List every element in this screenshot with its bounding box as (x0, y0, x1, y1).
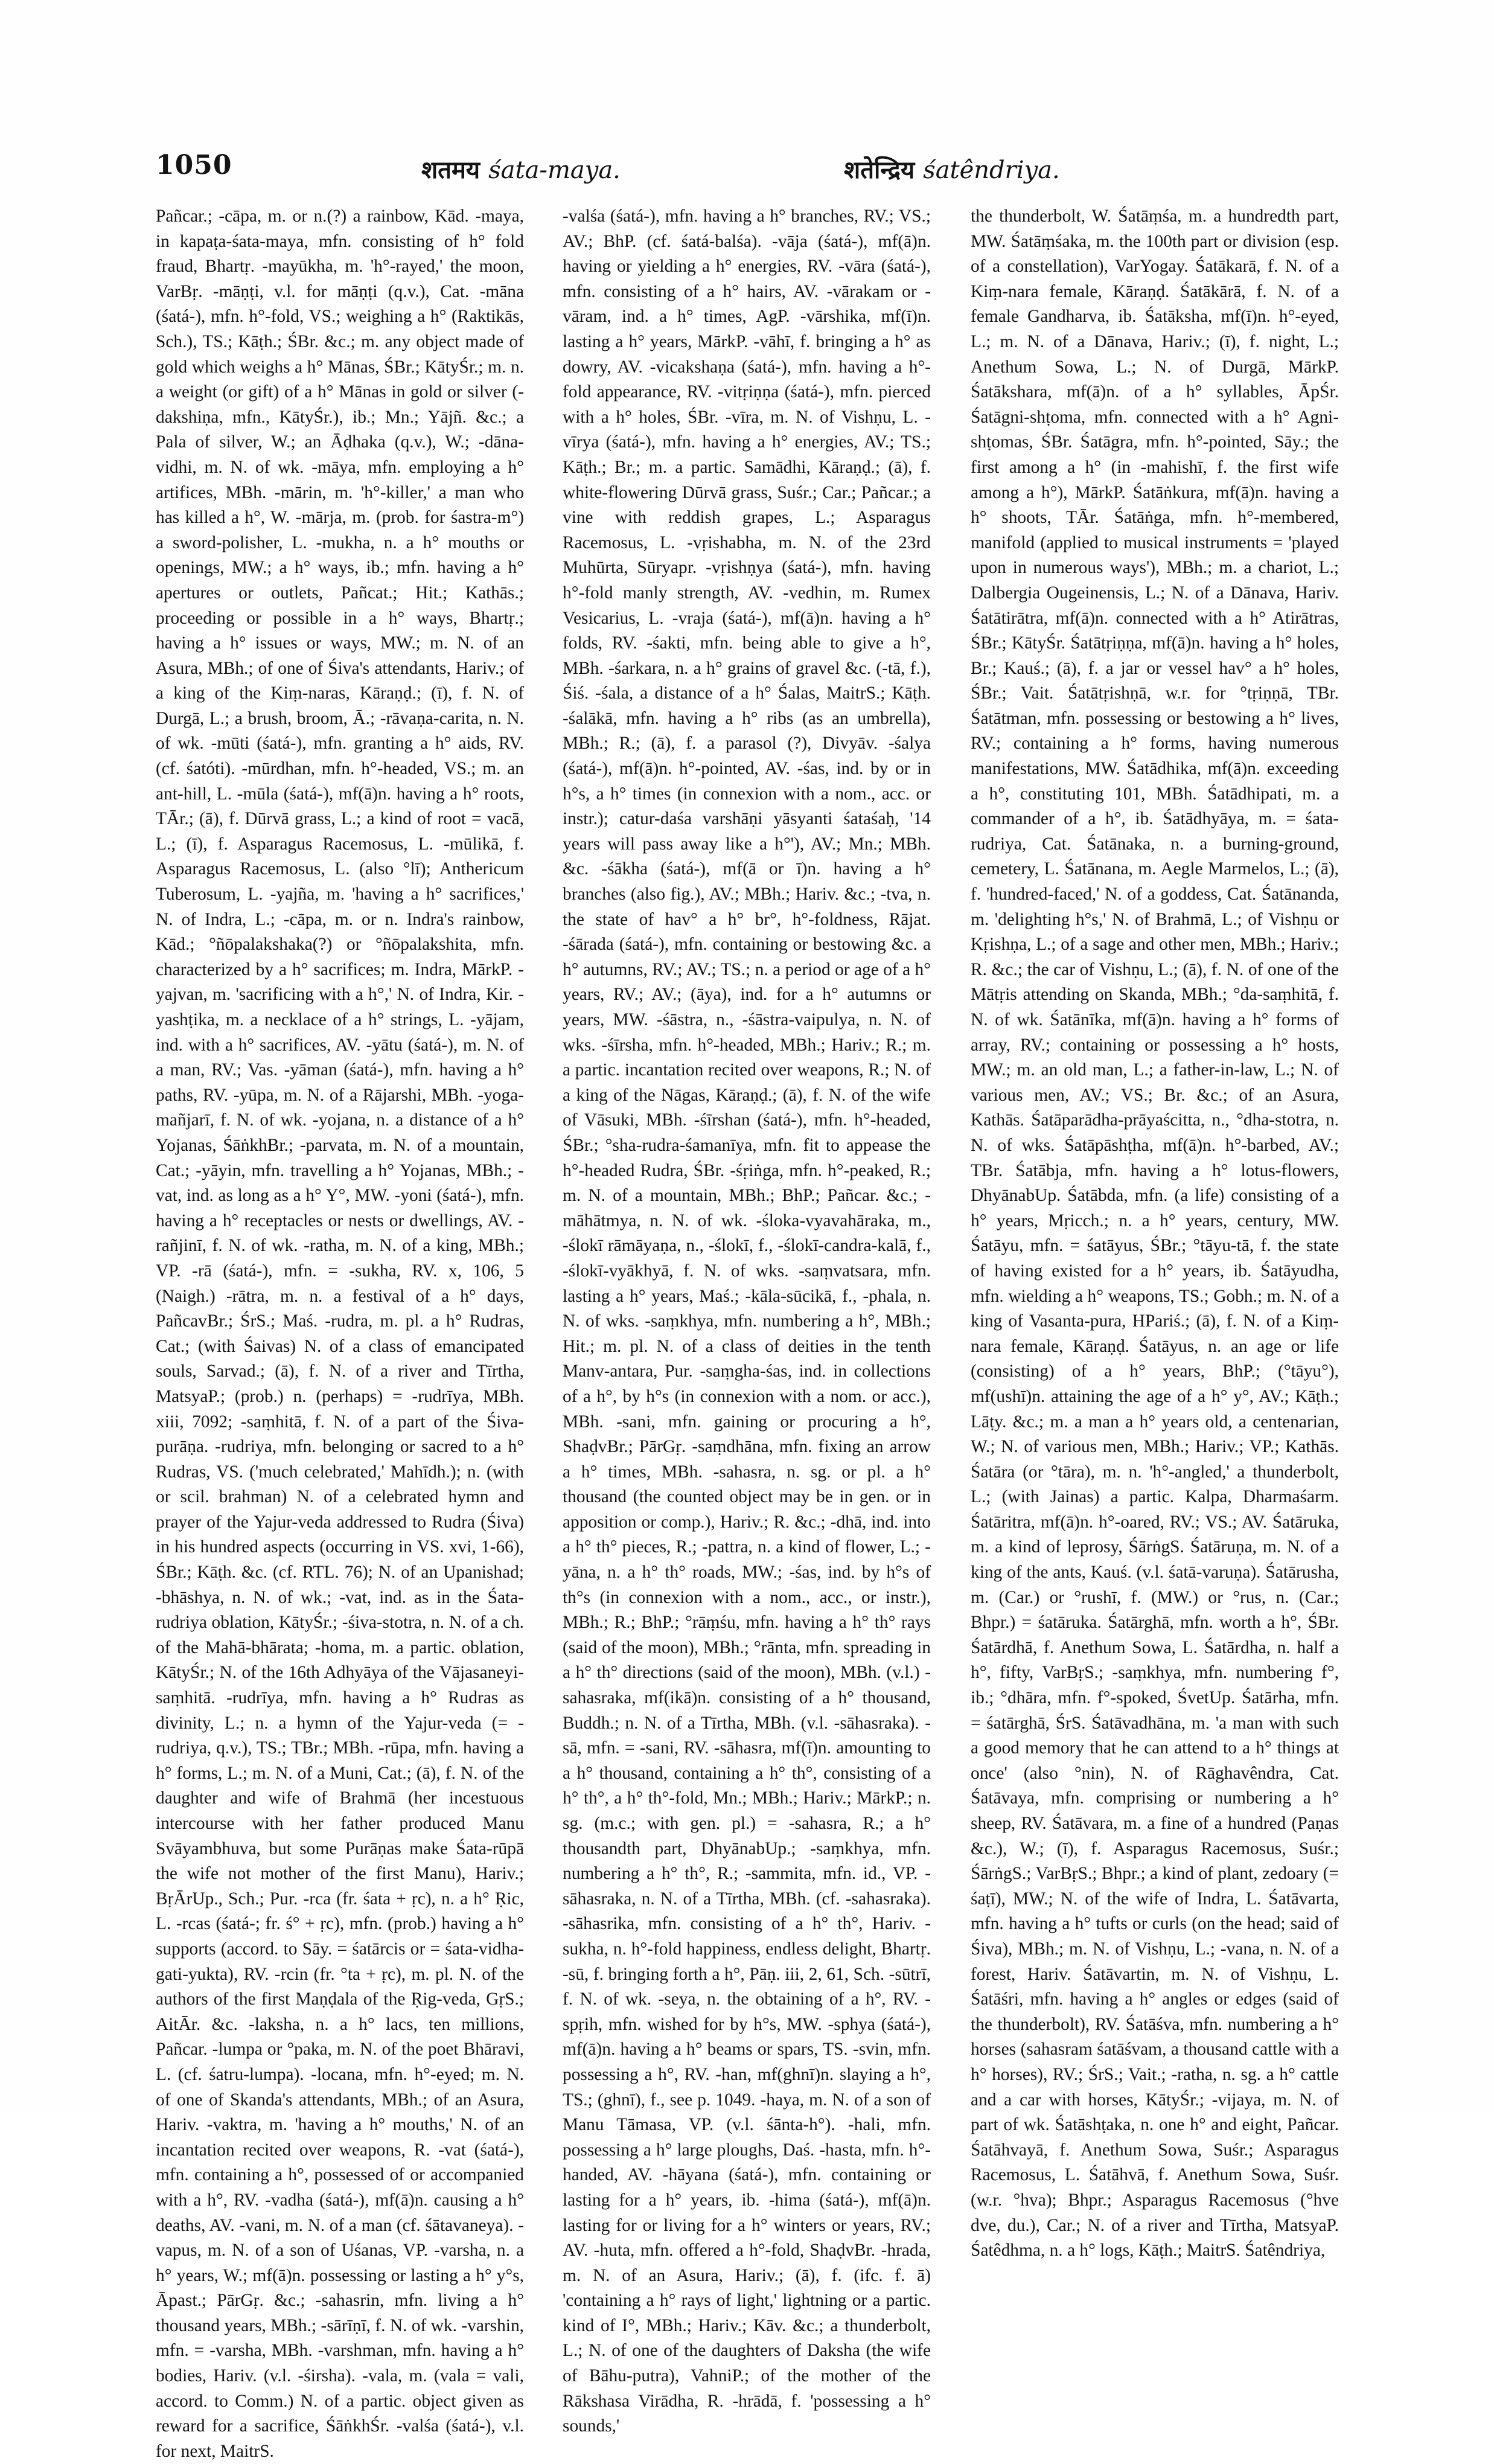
page-header (156, 150, 1369, 198)
right-devanagari-head: शतेन्द्रिय (844, 156, 915, 184)
column-1-text: Pañcar.; -cāpa, m. or n.(?) a rainbow, Kād. -maya, in kapaṭa-śata-maya, mfn. consisting of h° fold fraud, Bhartṛ. -mayūkha, m. 'h°-rayed,' the moon, VarBṛ. -māṇṭi, v.l. for māṇṭi (q.v.), Cat. -māna (śatá-), mfn. h°-fold, VS.; weighing a h° (Raktikās, Sch.), TS.; Kāṭh.; ŚBr. &c.; m. any object made of gold which weighs a h° Mānas, ŚBr.; KātyŚr.; m. n. a weight (or gift) of a h° Mānas in gold or silver (-dakshiṇa, mfn., KātyŚr.), ib.; Mn.; Yājñ. &c.; a Pala of silver, W.; an Āḍhaka (q.v.), W.; -dāna-vidhi, m. N. of wk. -māya, mfn. employing a h° artifices, MBh. -mārin, m. 'h°-killer,' a man who has killed a h°, W. -mārja, m. (prob. for śastra-m°) a sword-polisher, L. -mukha, n. a h° mouths or openings, MW.; a h° ways, ib.; mfn. having a h° apertures or outlets, Pañcat.; Hit.; Kathās.; proceeding or possible in a h° ways, Bhartṛ.; having a h° issues or ways, MW.; m. N. of an Asura, MBh.; of one of Śiva's attendants, Hariv.; of a king of the Kiṃ-naras, Kāraṇḍ.; (ī), f. N. of Durgā, L.; a brush, broom, Ā.; -rāvaṇa-carita, n. N. of wk. -mūti (śatá-), mfn. granting a h° aids, RV. (cf. śatóti). -mūrdhan, mfn. h°-headed, VS.; m. an ant-hill, L. -mūla (śatá-), mf(ā)n. having a h° roots, TĀr.; (ā), f. Dūrvā grass, L.; a kind of root = vacā, L.; (ī), f. Asparagus Racemosus, L. -mūlikā, f. Asparagus Racemosus, L. (also °lī); Anthericum Tuberosum, L. -yajña, m. 'having a h° sacrifices,' N. of Indra, L.; -cāpa, m. or n. Indra's rainbow, Kād.; °ñōpalakshaka(?) or °ñōpalakshita, mfn. characterized by a h° sacrifices; m. Indra, MārkP. -yajvan, m. 'sacrificing with a h°,' N. of Indra, Kir. -yashṭika, m. a necklace of a h° strings, L. -yājam, ind. with a h° sacrifices, AV. -yātu (śatá-), m. N. of a man, RV.; Vas. -yāman (śatá-), mfn. having a h° paths, RV. -yūpa, m. N. of a Rājarshi, MBh. -yoga-mañjarī, f. N. of wk. -yojana, n. a distance of a h° Yojanas, ŚāṅkhBr.; -parvata, m. N. of a mountain, Cat.; -yāyin, mfn. travelling a h° Yojanas, MBh.; -vat, ind. as long as a h° Y°, MW. -yoni (śatá-), mfn. having a h° receptacles or nests or dwellings, AV. -rañjinī, f. N. of wk. -ratha, m. N. of a king, MBh.; VP. -rā (śatá-), mfn. = -sukha, RV. x, 106, 5 (Naigh.) -rātra, m. n. a festival of a h° days, PañcavBr.; ŚrS.; Maś. -rudra, m. pl. a h° Rudras, Cat.; (with Śaivas) N. of a class of emancipated souls, Sarvad.; (ā), f. N. of a river and Tīrtha, MatsyaP.; (prob.) n. (perhaps) = -rudrīya, MBh. xiii, 7092; -saṃhitā, f. N. of a part of the Śiva-purāṇa. -rudriya, mfn. belonging or sacred to a h° Rudras, VS. ('much celebrated,' Mahīdh.); n. (with or scil. brahman) N. of a celebrated hymn and prayer of the Yajur-veda addressed to Rudra (Śiva) in his hundred aspects (occurring in VS. xvi, 1-66), ŚBr.; Kāṭh. &c. (cf. RTL. 76); N. of an Upanishad; -bhāshya, n. N. of wk.; -vat, ind. as in the Śata-rudriya oblation, KātyŚr.; -śiva-stotra, n. N. of a ch. of the Mahā-bhārata; -homa, m. a partic. oblation, KātyŚr.; N. of the 16th Adhyāya of the Vājasaneyi-saṃhitā. -rudrīya, mfn. having a h° Rudras as divinity, L.; n. a hymn of the Yajur-veda (= -rudriya, q.v.), TS.; TBr.; MBh. -rūpa, mfn. having a h° forms, L.; m. N. of a Muni, Cat.; (ā), f. N. of the daughter and wife of Brahmā (her incestuous intercourse with her father produced Manu Svāyambhuva, but some Purāṇas make Śata-rūpā the wife not mother of the first Manu), Hariv.; BṛĀrUp., Sch.; Pur. -rca (fr. śata + ṛc), n. a h° Ṛic, L. -rcas (śatá-; fr. ś° + ṛc), mfn. (prob.) having a h° supports (accord. to Sāy. = śatārcis or = śata-vidha-gati-yukta), RV. -rcin (fr. °ta + ṛc), m. pl. N. of the authors of the first Maṇḍala of the Ṛig-veda, GṛS.; AitĀr. &c. -laksha, n. a h° lacs, ten millions, Pañcar. -lumpa or °paka, m. N. of the poet Bhāravi, L. (cf. śatru-lumpa). -locana, mfn. h°-eyed; m. N. of one of Skanda's attendants, MBh.; of an Asura, Hariv. -vaktra, m. 'having a h° mouths,' N. of an incantation recited over weapons, R. -vat (śatá-), mfn. containing a h°, possessed of or accompanied with a h°, RV. -vadha (śatá-), mf(ā)n. causing a h° deaths, AV. -vani, m. N. of a man (cf. śātavaneya). -vapus, m. N. of a son of Uśanas, VP. -varsha, n. a h° years, W.; mf(ā)n. possessing or lasting a h° y°s, Āpast.; PārGṛ. &c.; -sahasrin, mfn. living a h° thousand years, MBh.; -sārīṇī, f. N. of wk. -varshin, mfn. = -varsha, MBh. -varshman, mfn. having a h° bodies, Hariv. (v.l. -śirsha). -vala, m. (vala = vali, accord. to Comm.) N. of a partic. object given as reward for a sacrifice, ŚāṅkhŚr. -valśa (śatá-), v.l. for next, MaitrS. (156, 206, 524, 2461)
page-number: 1050 (156, 150, 232, 181)
column-3-text: the thunderbolt, W. Śatāṃśa, m. a hundredth part, MW. Śatāṃśaka, m. the 100th part or division (esp. of a constellation), VarYogay. Śatākarā, f. N. of a Kiṃ-nara female, Kāraṇḍ. Śatākārā, f. N. of a female Gandharva, ib. Śatāksha, mf(ī)n. h°-eyed, L.; m. N. of a Dānava, Hariv.; (ī), f. night, L.; Anethum Sowa, L.; N. of Durgā, MārkP. Śatākshara, mf(ā)n. of a h° syllables, ĀpŚr. Śatāgni-shṭoma, mfn. connected with a h° Agni-shṭomas, ŚBr. Śatāgra, mfn. h°-pointed, Sāy.; the first among a h° (in -mahishī, f. the first wife among a h°), MārkP. Śatāṅkura, mf(ā)n. having a h° shoots, TĀr. Śatāṅga, mfn. h°-membered, manifold (applied to musical instruments = 'played upon in numerous ways'), MBh.; m. a chariot, L.; Dalbergia Ougeinensis, L.; N. of a Dānava, Hariv. Śatātirātra, mf(ā)n. connected with a h° Atirātras, ŚBr.; KātyŚr. Śatātṛiṇṇa, mf(ā)n. having a h° holes, Br.; Kauś.; (ā), f. a jar or vessel hav° a h° holes, ŚBr.; Vait. Śatātṛishṇā, w.r. for °tṛiṇṇā, TBr. Śatātman, mfn. possessing or bestowing a h° lives, RV.; containing a h° forms, having numerous manifestations, MW. Śatādhika, mf(ā)n. exceeding a h°, constituting 101, MBh. Śatādhipati, m. a commander of a h°, ib. Śatādhyāya, m. = śata-rudriya, Cat. Śatānaka, n. a burning-ground, cemetery, L. Śatānana, m. Aegle Marmelos, L.; (ā), f. 'hundred-faced,' N. of a goddess, Cat. Śatānanda, m. 'delighting h°s,' N. of Brahmā, L.; of Vishṇu or Kṛishṇa, L.; of a sage and other men, MBh.; Hariv.; R. &c.; the car of Vishṇu, L.; (ā), f. N. of one of the Mātṛis attending on Skanda, MBh.; °da-saṃhitā, f. N. of wk. Śatānīka, mf(ā)n. having a h° forms of array, RV.; containing or possessing a h° hosts, MW.; m. an old man, L.; a father-in-law, L.; N. of various men, AV.; VS.; Br. &c.; of an Asura, Kathās. Śatāparādha-prāyaścitta, n., °dha-stotra, n. N. of wks. Śatāpāshṭha, mf(ā)n. h°-barbed, AV.; TBr. Śatābja, mfn. having a h° lotus-flowers, DhyānabUp. Śatābda, mfn. (a life) consisting of a h° years, Mṛicch.; n. a h° years, century, MW. Śatāyu, mfn. = śatāyus, ŚBr.; °tāyu-tā, f. the state of having existed for a h° years, ib. Śatāyudha, mfn. wielding a h° weapons, TS.; Gobh.; m. N. of a king of Vasanta-pura, HPariś.; (ā), f. N. of a Kiṃ-nara female, Kāraṇḍ. Śatāyus, n. an age or life (consisting) of a h° years, BhP.; (°tāyu°), mf(ushī)n. attaining the age of a h° y°, AV.; Kāṭh.; Lāṭy. &c.; m. a man a h° years old, a centenarian, W.; N. of various men, MBh.; Hariv.; VP.; Kathās. Śatāra (or °tāra), m. n. 'h°-angled,' a thunderbolt, L.; (with Jainas) a partic. Kalpa, Dharmaśarm. Śatāritra, mf(ā)n. h°-oared, RV.; VS.; AV. Śatāruka, m. a kind of leprosy, ŚārṅgS. Śatāruṇa, m. N. of a king of the ants, Kauś. (v.l. śatā-varuṇa). Śatārusha, m. (Car.) or °rushī, f. (MW.) or °rus, n. (Car.; Bhpr.) = śatāruka. Śatārghā, mfn. worth a h°, ŚBr. Śatārdhā, f. Anethum Sowa, L. Śatārdha, n. half a h°, fifty, VarBṛS.; -saṃkhya, mfn. numbering f°, ib.; °dhāra, mfn. f°-spoked, ŚvetUp. Śatārha, mfn. = śatārghā, ŚrS. Śatāvadhāna, m. 'a man with such a good memory that he can attend to a h° things at once' (also °nin), N. of Rāghavêndra, Cat. Śatāvaya, mfn. comprising or numbering a h° sheep, RV. Śatāvara, m. a fine of a hundred (Paṇas &c.), W.; (ī), f. Asparagus Racemosus, Suśr.; ŚārṅgS.; VarBṛS.; Bhpr.; a kind of plant, zedoary (= śaṭī), MW.; N. of the wife of Indra, L. Śatāvarta, mfn. having a h° tufts or curls (on the head; said of Śiva), MBh.; m. N. of Vishṇu, L.; -vana, n. N. of a forest, Hariv. Śatāvartin, m. N. of Vishṇu, L. Śatāśri, mfn. having a h° angles or edges (said of the thunderbolt), RV. Śatāśva, mfn. numbering a h° horses (sahasram śatāśvam, a thousand cattle with a h° horses), RV.; ŚrS.; Vait.; -ratha, n. sg. a h° cattle and a car with horses, KātyŚr.; -vijaya, m. N. of part of wk. Śatāshṭaka, n. one h° and eight, Pañcar. Śatāhvayā, f. Anethum Sowa, Suśr.; Asparagus Racemosus, L. Śatāhvā, f. Anethum Sowa, Suśr. (w.r. °hva); Bhpr.; Asparagus Racemosus (°hve dve, du.), Car.; N. of a river and Tīrtha, MatsyaP. Śatêdhma, n. a h° logs, Kāṭh.; MaitrS. Śatêndriya, (971, 206, 1339, 2261)
column-2-text: -valśa (śatá-), mfn. having a h° branches, RV.; VS.; AV.; BhP. (cf. śatá-balśa). -vāja (śatá-), mf(ā)n. having or yielding a h° energies, RV. -vāra (śatá-), mfn. consisting of a h° hairs, AV. -vārakam or -vāram, ind. a h° times, AgP. -vārshika, mf(ī)n. lasting a h° years, MārkP. -vāhī, f. bringing a h° as dowry, AV. -vicakshaṇa (śatá-), mfn. having a h°-fold appearance, RV. -vitṛiṇṇa (śatá-), mfn. pierced with a h° holes, ŚBr. -vīra, m. N. of Vishṇu, L. -vīrya (śatá-), mfn. having a h° energies, AV.; TS.; Kāṭh.; Br.; m. a partic. Samādhi, Kāraṇḍ.; (ā), f. white-flowering Dūrvā grass, Suśr.; Car.; Pañcar.; a vine with reddish grapes, L.; Asparagus Racemosus, L. -vṛishabha, m. N. of the 23rd Muhūrta, Sūryapr. -vṛishṇya (śatá-), mfn. having h°-fold manly strength, AV. -vedhin, m. Rumex Vesicarius, L. -vraja (śatá-), mf(ā)n. having a h° folds, RV. -śakti, mfn. being able to give a h°, MBh. -śarkara, n. a h° grains of gravel &c. (-tā, f.), Śiś. -śala, a distance of a h° Śalas, MaitrS.; Kāṭh. -śalākā, mfn. having a h° ribs (as an umbrella), MBh.; R.; (ā), f. a parasol (?), Divyāv. -śalya (śatá-), mf(ā)n. h°-pointed, AV. -śas, ind. by or in h°s, a h° times (in connexion with a nom., acc. or instr.); catur-daśa varshāṇi yāsyanti śataśaḥ, '14 years will pass away like a h°'), AV.; Mn.; MBh. &c. -śākha (śatá-), mf(ā or ī)n. having a h° branches (also fig.), AV.; MBh.; Hariv. &c.; -tva, n. the state of hav° a h° br°, h°-foldness, Rājat. -śārada (śatá-), mfn. containing or bestowing &c. a h° autumns, RV.; AV.; TS.; n. a period or age of a h° years, RV.; AV.; (āya), ind. for a h° autumns or years, MW. -śāstra, n., -śāstra-vaipulya, n. N. of wks. -śīrsha, mfn. h°-headed, MBh.; Hariv.; R.; m. a partic. incantation recited over weapons, R.; N. of a king of the Nāgas, Kāraṇḍ.; (ā), f. N. of the wife of Vāsuki, MBh. -śīrshan (śatá-), mfn. h°-headed, ŚBr.; °sha-rudra-śamanīya, mfn. fit to appease the h°-headed Rudra, ŚBr. -śṛiṅga, mfn. h°-peaked, R.; m. N. of a mountain, MBh.; BhP.; Pañcar. &c.; -māhātmya, n. N. of wk. -śloka-vyavahāraka, m., -ślokī rāmāyaṇa, n., -ślokī, f., -ślokī-candra-kalā, f., -ślokī-vyākhyā, f. N. of wks. -saṃvatsara, mfn. lasting a h° years, Maś.; -kāla-sūcikā, f., -phala, n. N. of wks. -saṃkhya, mfn. numbering a h°, MBh.; Hit.; m. pl. N. of a class of deities in the tenth Manv-antara, Pur. -saṃgha-śas, ind. in collections of a h°, by h°s (in connexion with a nom. or acc.), MBh. -sani, mfn. gaining or procuring a h°, ShaḍvBr.; PārGṛ. -saṃdhāna, mfn. fixing an arrow a h° times, MBh. -sahasra, n. sg. or pl. a h° thousand (the counted object may be in gen. or in apposition or comp.), Hariv.; R. &c.; -dhā, ind. into a h° th° pieces, R.; -pattra, n. a kind of flower, L.; -yāna, n. a h° th° roads, MW.; -śas, ind. by h°s of th°s (in connexion with a nom., acc., or instr.), MBh.; R.; BhP.; °rāṃśu, mfn. having a h° th° rays (said of the moon), MBh.; °rānta, mfn. spreading in a h° th° directions (said of the moon), MBh. (v.l.) -sahasraka, mf(ikā)n. consisting of a h° thousand, Buddh.; n. N. of a Tīrtha, MBh. (v.l. -sāhasraka). -sā, mfn. = -sani, RV. -sāhasra, mf(ī)n. amounting to a h° thousand, containing a h° th°, consisting of a h° th°, a h° th°-fold, Mn.; MBh.; Hariv.; MārkP.; n. sg. (m.c.; with gen. pl.) = -sahasra, R.; a h° thousandth part, DhyānabUp.; -saṃkhya, mfn. numbering a h° th°, R.; -sammita, mfn. id., VP. -sāhasraka, n. N. of a Tīrtha, MBh. (cf. -sahasraka). -sāhasrika, mfn. consisting of a h° th°, Hariv. -sukha, n. h°-fold happiness, endless delight, Bhartṛ. -sū, f. bringing forth a h°, Pāṇ. iii, 2, 61, Sch. -sūtrī, f. N. of wk. -seya, n. the obtaining of a h°, RV. -spṛih, mfn. wished for by h°s, MW. -sphya (śatá-), mf(ā)n. having a h° beams or spars, TS. -svin, mfn. possessing a h°, RV. -han, mf(ghnī)n. slaying a h°, TS.; (ghnī), f., see p. 1049. -haya, m. N. of a son of Manu Tāmasa, VP. (v.l. śānta-h°). -hali, mfn. possessing a h° large ploughs, Daś. -hasta, mfn. h°-handed, AV. -hāyana (śatá-), mfn. containing or lasting for a h° years, ib. -hima (śatá-), mf(ā)n. lasting for or living for a h° winters or years, RV.; AV. -huta, mfn. offered a h°-fold, ShaḍvBr. -hrada, m. N. of an Asura, Hariv.; (ā), f. (ifc. f. ā) 'containing a h° rays of light,' lightning or a partic. kind of I°, MBh.; Hariv.; Kāv. &c.; a thunderbolt, L.; N. of one of the daughters of Daksha (the wife of Bāhu-putra), VahniP.; of the mother of the Rākshasa Virādha, R. -hrādā, f. 'possessing a h° sounds,' (563, 206, 931, 2436)
left-running-head (421, 152, 621, 185)
left-transliterated-head: śata-maya. (488, 156, 621, 184)
left-devanagari-head: शतमय (421, 156, 480, 184)
column-1 (156, 204, 524, 2461)
right-transliterated-head: śatêndriya. (923, 156, 1060, 184)
right-running-head (844, 152, 1060, 185)
column-2 (563, 204, 931, 2436)
column-3 (971, 204, 1339, 2261)
